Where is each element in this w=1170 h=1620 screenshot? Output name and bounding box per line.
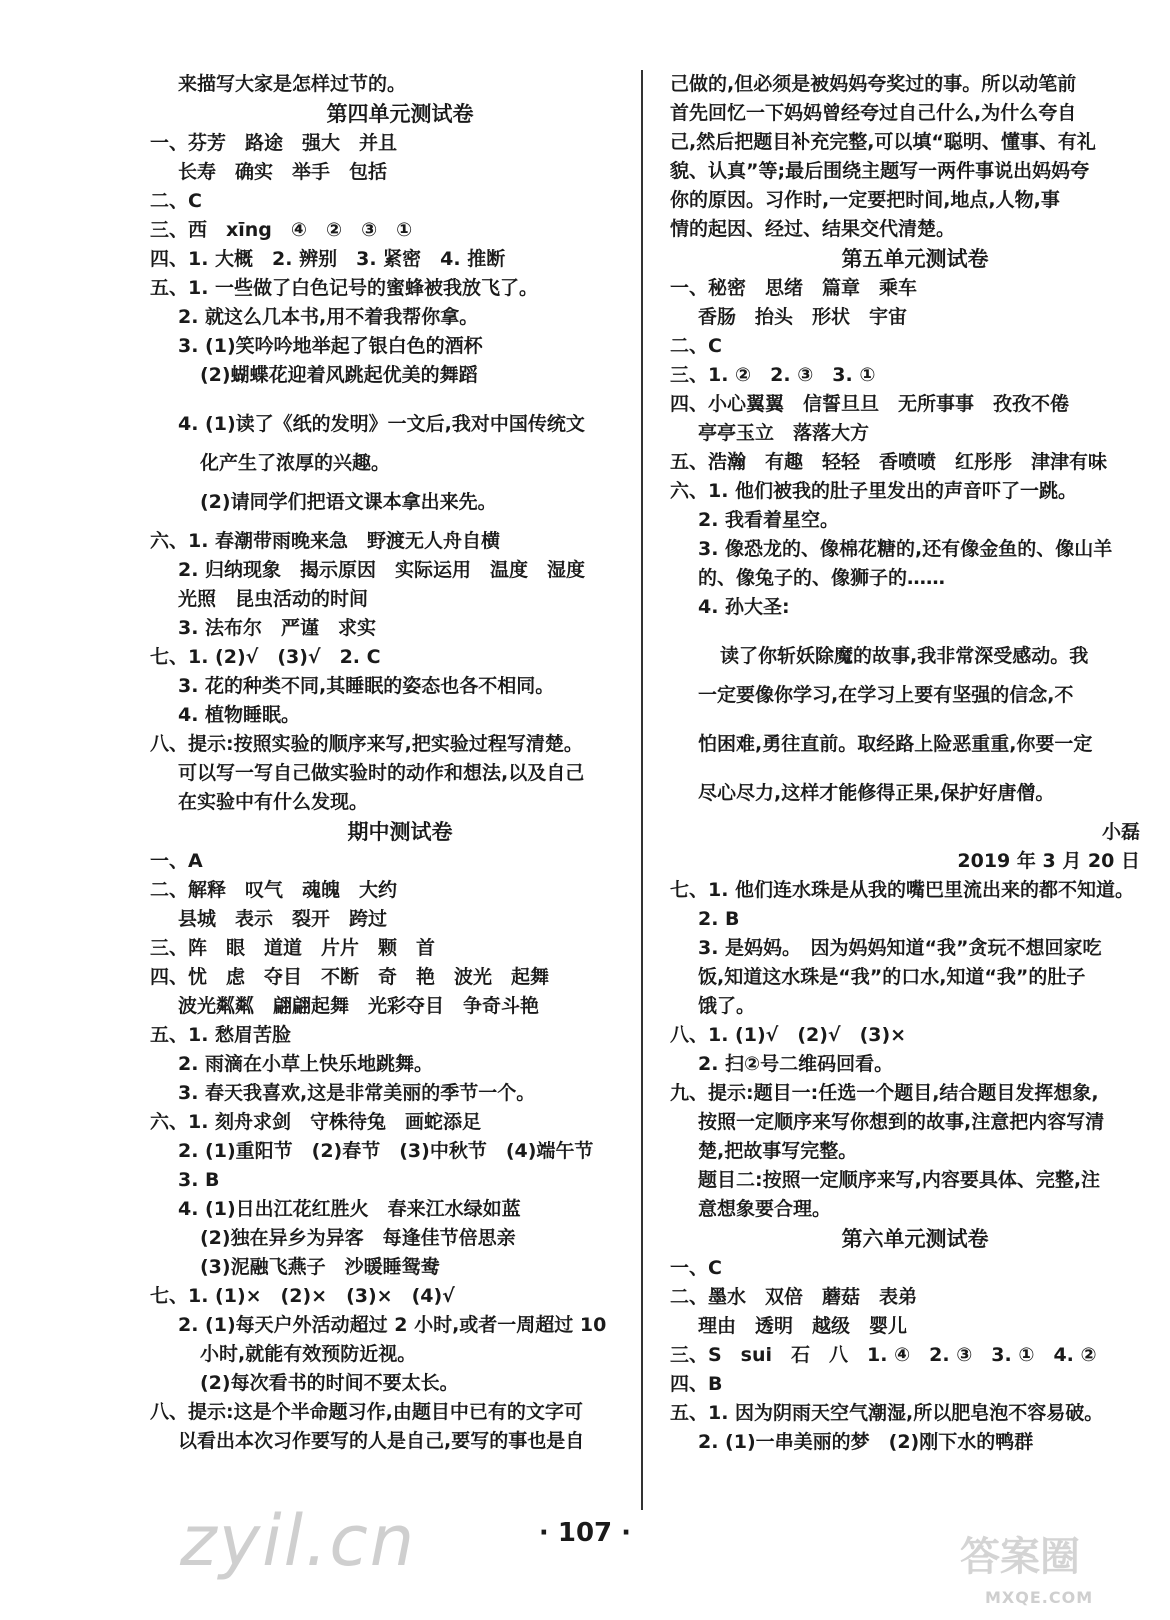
answer-line: 楚,把故事写完整。 (698, 1140, 858, 1162)
section-heading: 第四单元测试卷 (326, 102, 474, 126)
spacer (150, 517, 650, 527)
answer-line: 2. 我看着星空。 (698, 509, 840, 531)
answer-line: 化产生了浓厚的兴趣。 (200, 452, 391, 474)
answer-line: 理由 透明 越级 婴儿 (698, 1315, 908, 1337)
answer-line: 4. 孙大圣: (698, 596, 790, 618)
answer-line: 4. (1)读了《纸的发明》一文后,我对中国传统文 (178, 413, 585, 435)
answer-line: 小时,就能有效预防近视。 (200, 1343, 417, 1365)
answer-line: 2. 就这么几本书,用不着我帮你拿。 (178, 306, 479, 328)
answer-line: 2. 扫②号二维码回看。 (698, 1053, 894, 1075)
answer-line: 香肠 抬头 形状 宇宙 (698, 306, 908, 328)
answer-line: 饿了。 (698, 995, 756, 1017)
answer-line: 3. (1)笑吟吟地举起了银白色的酒杯 (178, 335, 483, 357)
answer-line: 八、提示:按照实验的顺序来写,把实验过程写清楚。 (150, 733, 583, 755)
answer-line: 二、解释 叹气 魂魄 大约 (150, 879, 398, 901)
answer-line: 2. (1)重阳节 (2)春节 (3)中秋节 (4)端午节 (178, 1140, 594, 1162)
answer-line: 四、忧 虑 夺目 不断 奇 艳 波光 起舞 (150, 966, 550, 988)
answer-line: 亭亭玉立 落落大方 (698, 422, 870, 444)
answer-line: 县城 表示 裂开 跨过 (178, 908, 388, 930)
answer-line: 在实验中有什么发现。 (178, 791, 369, 813)
answer-line: 光照 昆虫活动的时间 (178, 588, 369, 610)
answer-line: 3. 花的种类不同,其睡眠的姿态也各不相同。 (178, 675, 555, 697)
spacer (150, 390, 650, 410)
answer-line: 波光粼粼 翩翩起舞 光彩夺目 争奇斗艳 (178, 995, 540, 1017)
answer-line: 八、提示:这是个半命题习作,由题目中已有的文字可 (150, 1401, 583, 1423)
answer-line: 九、提示:题目一:任选一个题目,结合题目发挥想象, (670, 1082, 1099, 1104)
right-column (670, 70, 1160, 1457)
column-divider (641, 70, 643, 1510)
answer-line: 3. 像恐龙的、像棉花糖的,还有像金鱼的、像山羊 (698, 538, 1113, 560)
answer-line: 长寿 确实 举手 包括 (178, 161, 388, 183)
section-heading: 第六单元测试卷 (841, 1227, 989, 1251)
answer-line: 尽心尽力,这样才能修得正果,保护好唐僧。 (698, 782, 1055, 804)
answer-line: 五、1. 一些做了白色记号的蜜蜂被我放飞了。 (150, 277, 539, 299)
spacer (150, 439, 650, 449)
answer-line: 小磊 (1101, 821, 1140, 843)
answer-line: 一定要像你学习,在学习上要有坚强的信念,不 (698, 684, 1074, 706)
answer-line: 五、1. 因为阴雨天空气潮湿,所以肥皂泡不容易破。 (670, 1402, 1104, 1424)
answer-line: 三、S sui 石 八 1. ④ 2. ③ 3. ① 4. ② (670, 1344, 1097, 1366)
answer-line: 以看出本次习作要写的人是自己,要写的事也是自 (178, 1430, 585, 1452)
answer-line: 4. 植物睡眠。 (178, 704, 301, 726)
answer-line: 三、1. ② 2. ③ 3. ① (670, 364, 876, 386)
answer-line: 情的起因、经过、结果交代清楚。 (670, 218, 956, 240)
answer-line: 七、1. 他们连水珠是从我的嘴巴里流出来的都不知道。 (670, 879, 1135, 901)
answer-line: 来描写大家是怎样过节的。 (178, 73, 407, 95)
answer-line: (2)独在异乡为异客 每逢佳节倍思亲 (200, 1227, 516, 1249)
answer-line: 三、西 xīng ④ ② ③ ① (150, 219, 413, 241)
answer-line: 一、秘密 思绪 篇章 乘车 (670, 277, 918, 299)
spacer (670, 710, 1160, 730)
page-number: · 107 · (538, 1518, 632, 1548)
answer-line: 四、1. 大概 2. 辨别 3. 紧密 4. 推断 (150, 248, 506, 270)
answer-line: 貌、认真”等;最后围绕主题写一两件事说出妈妈夸 (670, 160, 1090, 182)
answer-line: 2. 雨滴在小草上快乐地跳舞。 (178, 1053, 434, 1075)
answer-line: 五、1. 愁眉苦脸 (150, 1024, 292, 1046)
answer-line: 七、1. (1)× (2)× (3)× (4)√ (150, 1285, 455, 1307)
answer-line: 饭,知道这水珠是“我”的口水,知道“我”的肚子 (698, 966, 1086, 988)
answer-line: 一、芬芳 路途 强大 并且 (150, 132, 398, 154)
spacer (670, 759, 1160, 779)
answer-line: 2. B (698, 908, 740, 930)
answer-line: 一、C (670, 1257, 722, 1279)
answer-line: 读了你斩妖除魔的故事,我非常深受感动。我 (720, 645, 1089, 667)
answer-line: 你的原因。习作时,一定要把时间,地点,人物,事 (670, 189, 1060, 211)
answer-line: (3)泥融飞燕子 沙暖睡鸳鸯 (200, 1256, 440, 1278)
answer-line: 二、C (150, 190, 202, 212)
answer-line: 五、浩瀚 有趣 轻轻 香喷喷 红彤彤 津津有味 (670, 451, 1108, 473)
answer-line: (2)每次看书的时间不要太长。 (200, 1372, 459, 1394)
answer-line: 六、1. 春潮带雨晚来急 野渡无人舟自横 (150, 530, 501, 552)
answer-line: 首先回忆一下妈妈曾经夸过自己什么,为什么夸自 (670, 102, 1077, 124)
answer-line: (2)请同学们把语文课本拿出来先。 (200, 491, 497, 513)
answer-line: 七、1. (2)√ (3)√ 2. C (150, 646, 381, 668)
answer-line: 六、1. 他们被我的肚子里发出的声音吓了一跳。 (670, 480, 1078, 502)
answer-line: 3. B (178, 1169, 220, 1191)
answer-line: 怕困难,勇往直前。取经路上险恶重重,你要一定 (698, 733, 1093, 755)
answer-line: 二、墨水 双倍 蘑菇 表弟 (670, 1286, 918, 1308)
answer-line: 2. (1)每天户外活动超过 2 小时,或者一周超过 10 (178, 1314, 607, 1336)
section-heading: 第五单元测试卷 (841, 247, 989, 271)
answer-line: 3. 春天我喜欢,这是非常美丽的季节一个。 (178, 1082, 536, 1104)
answer-line: 4. (1)日出江花红胜火 春来江水绿如蓝 (178, 1198, 521, 1220)
answer-line: 己,然后把题目补充完整,可以填“聪明、懂事、有礼 (670, 131, 1096, 153)
answer-line: 四、小心翼翼 信誓旦旦 无所事事 孜孜不倦 (670, 393, 1070, 415)
spacer (150, 478, 650, 488)
answer-line: 按照一定顺序来写你想到的故事,注意把内容写清 (698, 1111, 1105, 1133)
watermark-logo-right: 答案圈 (960, 1534, 1080, 1580)
watermark-url: MXQE.COM (985, 1588, 1094, 1607)
answer-line: 六、1. 刻舟求剑 守株待兔 画蛇添足 (150, 1111, 482, 1133)
answer-line: 可以写一写自己做实验时的动作和想法,以及自己 (178, 762, 585, 784)
spacer (670, 622, 1160, 642)
spacer (670, 671, 1160, 681)
answer-line: 四、B (670, 1373, 723, 1395)
spacer (670, 808, 1160, 818)
section-heading: 期中测试卷 (347, 820, 453, 844)
answer-line: 2019 年 3 月 20 日 (957, 850, 1140, 872)
answer-line: 己做的,但必须是被妈妈夸奖过的事。所以动笔前 (670, 73, 1077, 95)
answer-line: 三、阵 眼 道道 片片 颗 首 (150, 937, 436, 959)
left-column (150, 70, 650, 1456)
watermark-logo-left: zyil.cn (180, 1500, 417, 1582)
answer-line: 的、像兔子的、像狮子的…… (698, 567, 946, 589)
answer-line: 题目二:按照一定顺序来写,内容要具体、完整,注 (698, 1169, 1101, 1191)
answer-line: (2)蝴蝶花迎着风跳起优美的舞蹈 (200, 364, 478, 386)
answer-line: 2. (1)一串美丽的梦 (2)刚下水的鸭群 (698, 1431, 1034, 1453)
answer-line: 3. 是妈妈。 因为妈妈知道“我”贪玩不想回家吃 (698, 937, 1102, 959)
answer-line: 2. 归纳现象 揭示原因 实际运用 温度 湿度 (178, 559, 586, 581)
answer-line: 二、C (670, 335, 722, 357)
answer-line: 3. 法布尔 严谨 求实 (178, 617, 377, 639)
answer-line: 八、1. (1)√ (2)√ (3)× (670, 1024, 907, 1046)
answer-line: 意想象要合理。 (698, 1198, 832, 1220)
answer-line: 一、A (150, 850, 203, 872)
